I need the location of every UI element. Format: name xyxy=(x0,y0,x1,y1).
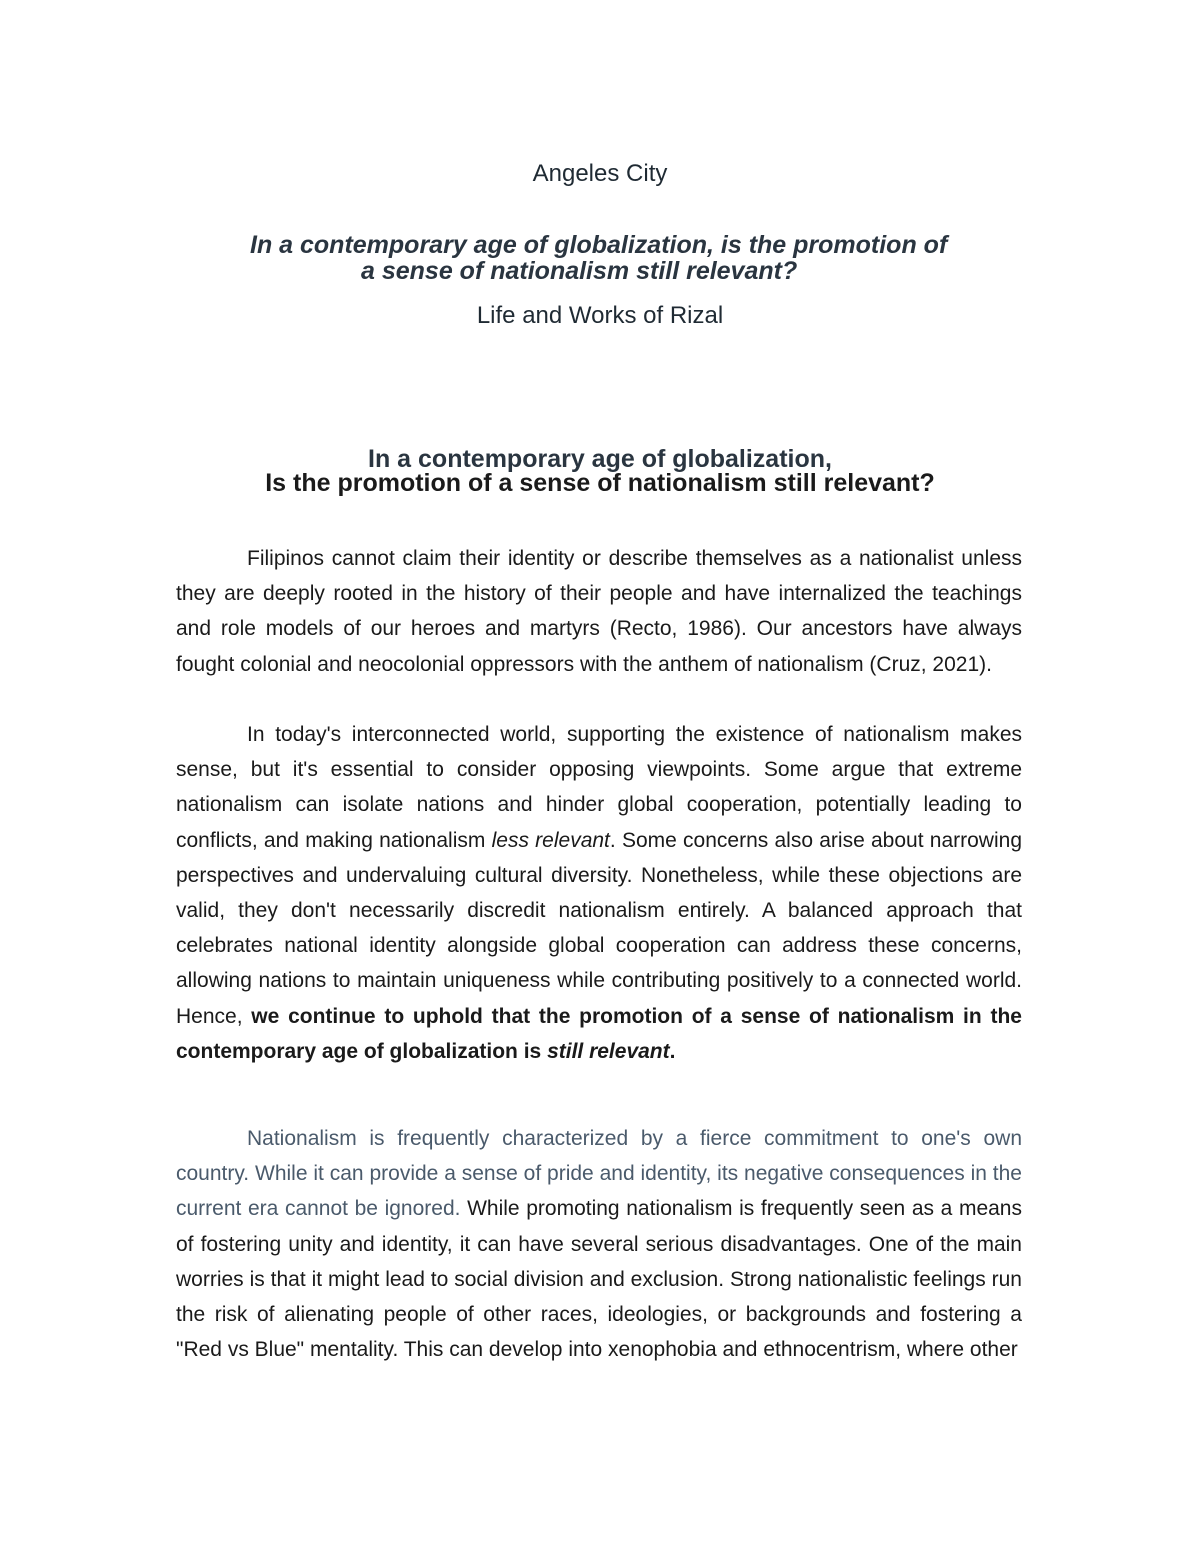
question-title-line-2: a sense of nationalism still relevant? xyxy=(361,257,798,285)
paragraph-2-end: . xyxy=(669,1039,676,1063)
section-heading-line-1: In a contemporary age of globalization, xyxy=(368,445,832,473)
course-title: Life and Works of Rizal xyxy=(476,302,724,329)
paragraph-3-text: While promoting nationalism is frequently seen as a means of fostering unity and identity, it can have several serious disadvantages. One of the main worries is that it might lead to social division and exclusion. Strong nationalistic feelings run the risk of alienating people of other races, ideologies, or backgrounds and fostering a "Red vs Blue" mentality. This can develop into xenophobia and ethnocentrism, where other xyxy=(176,1197,1022,1362)
location-line: Angeles City xyxy=(532,160,668,187)
paragraph-2 xyxy=(176,717,1022,1069)
paragraph-1-text: Filipinos cannot claim their identity or describe themselves as a nationalist unless they are deeply rooted in the history of their people and have internalized the teachings and role models of our heroes and martyrs (Recto, 1986). Our ancestors have always fought colonial and neocolonial oppressors with the anthem of nationalism (Cruz, 2021). xyxy=(176,547,1022,676)
paragraph-2-thesis-emphasis: still relevant xyxy=(547,1039,670,1063)
paragraph-2-text-a: In today's interconnected world, supporting the existence of nationalism makes sense, but it's essential to consider opposing viewpoints. Some argue that extreme nationalism can isolate nations and hinder global cooperation, potentially leading to conflicts, and making nationalism xyxy=(176,723,1022,852)
paragraph-3 xyxy=(176,1121,1022,1367)
paragraph-2-text-b: . Some concerns also arise about narrowing perspectives and undervaluing cultural diversity. Nonetheless, while these objections are valid, they don't necessarily discredit nationalism entirely. A balanced approach that celebrates national identity alongside global cooperation can address these concerns, allowing nations to maintain uniqueness while contributing positively to a connected world. Hence, xyxy=(176,828,1023,1028)
paragraph-2-thesis: we continue to uphold that the promotion of a sense of nationalism in the contemporary age of globalization is xyxy=(176,1004,1022,1063)
question-title-line-1: In a contemporary age of globalization, is the promotion of xyxy=(250,231,948,259)
section-heading-line-2: Is the promotion of a sense of nationalism still relevant? xyxy=(265,469,935,497)
paragraph-1 xyxy=(176,541,1022,682)
paragraph-2-emphasis: less relevant xyxy=(491,828,610,852)
paragraph-3-muted-text: Nationalism is frequently characterized by a fierce commitment to one's own country. While it can provide a sense of pride and identity, its negative consequences in the current era cannot be ignored. xyxy=(176,1127,1022,1221)
